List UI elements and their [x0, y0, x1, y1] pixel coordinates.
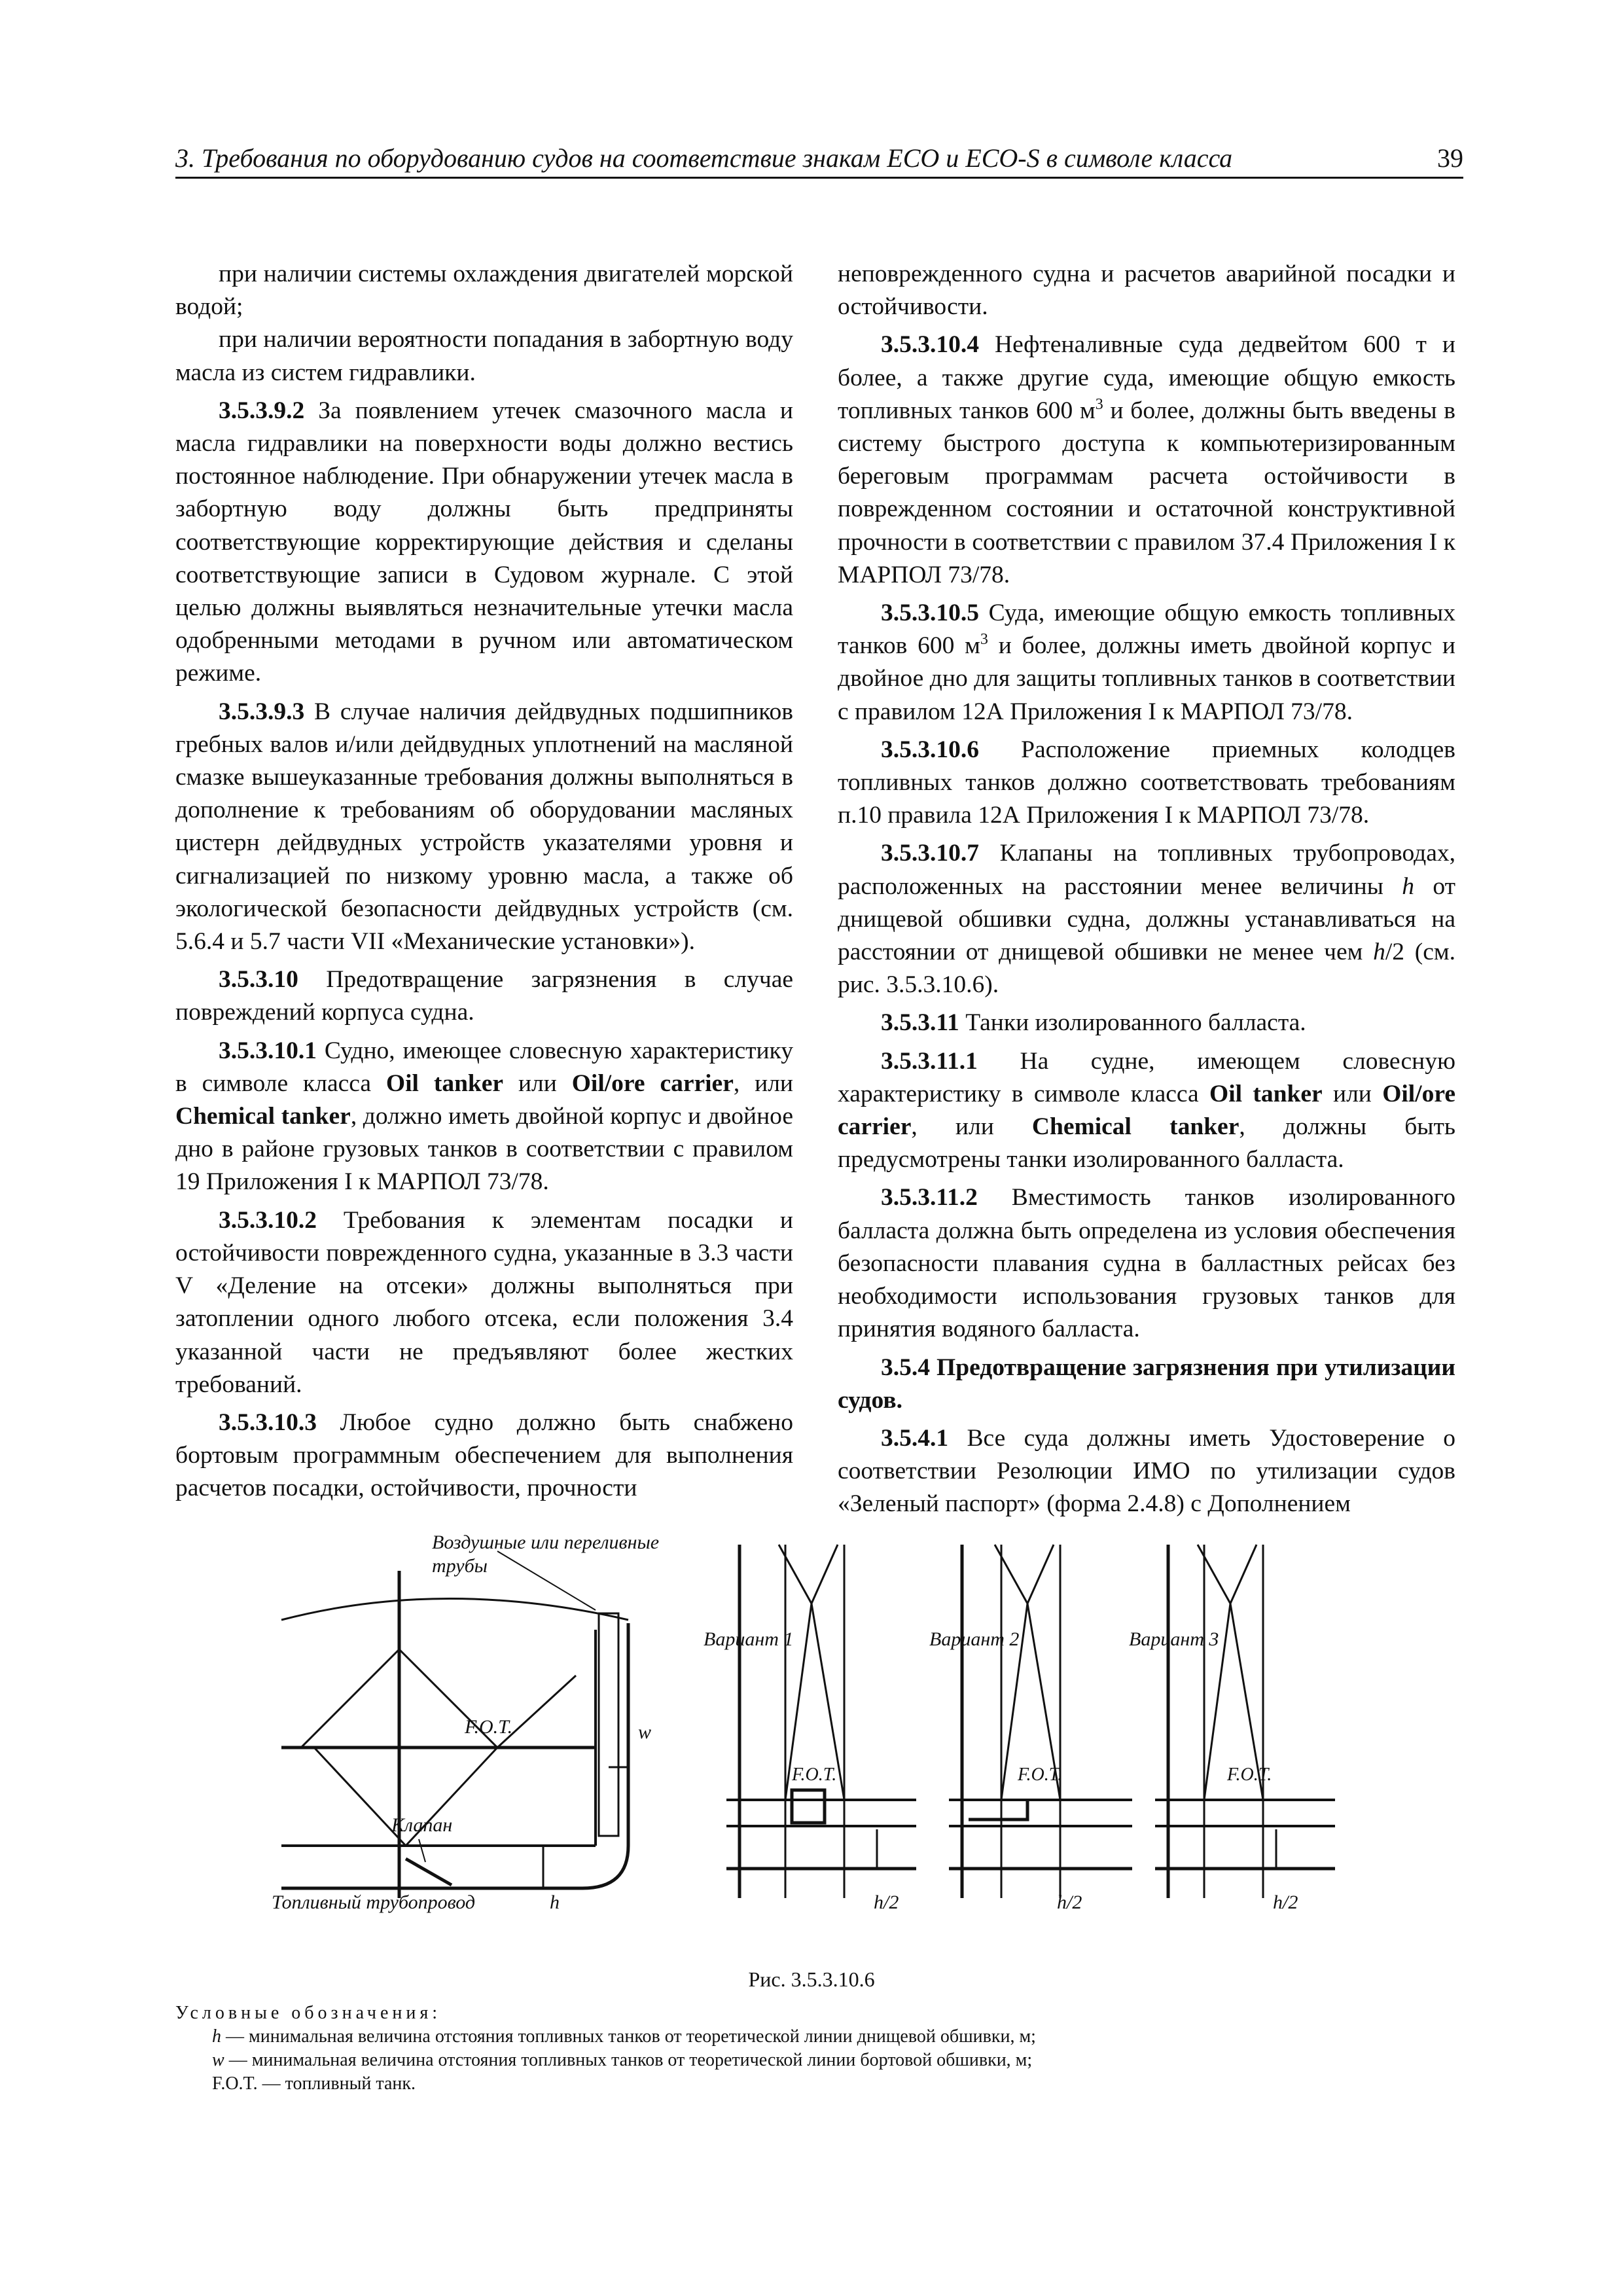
label-h2-v2: h/2 — [1057, 1892, 1082, 1913]
paragraph — [175, 1035, 793, 1199]
paragraph — [838, 1007, 1455, 1039]
label-fot-v3: F.O.T. — [1227, 1765, 1272, 1785]
class-notation: Oil tanker — [1209, 1080, 1323, 1107]
fuel-pipeline — [406, 1859, 452, 1885]
valve-leader — [419, 1839, 425, 1862]
paragraph — [838, 1422, 1455, 1521]
clause-number: 3.5.3.11 — [881, 1009, 959, 1037]
label-valve: Клапан — [391, 1814, 453, 1836]
paragraph-text: Нефтеналивные суда дедвейтом 600 т и более, а также другие суда, имеющие общую емкость топливных танков 600 м — [838, 331, 1455, 424]
class-notation: Oil/ore carrier — [571, 1069, 734, 1097]
label-h2-v1: h/2 — [874, 1892, 899, 1913]
right-column — [838, 258, 1455, 1521]
paragraph — [838, 1045, 1455, 1177]
clause-number: 3.5.3.10.1 — [219, 1037, 317, 1064]
class-notation: Chemical tanker — [175, 1103, 351, 1130]
symbol-h: h — [1373, 939, 1385, 966]
paragraph — [175, 963, 793, 1029]
paragraph: при наличии вероятности попадания в забортную воду масла из систем гидравлики. — [175, 326, 793, 386]
superscript: 3 — [980, 631, 988, 649]
paragraph: неповрежденного судна и расчетов аварийной посадки и остойчивости. — [838, 260, 1455, 321]
clause-number: 3.5.3.10.3 — [219, 1408, 317, 1436]
legend-row-h — [175, 2025, 1463, 2049]
symbol-w: w — [212, 2050, 224, 2070]
page-number: 39 — [1437, 143, 1463, 173]
frame-line — [301, 1649, 399, 1748]
paragraph — [175, 1407, 793, 1505]
paragraph — [838, 1181, 1455, 1346]
variant-2-diagram — [949, 1545, 1132, 1898]
header-rule — [175, 177, 1463, 179]
paragraph — [838, 597, 1455, 728]
clause-number: 3.5.3.9.3 — [219, 698, 305, 725]
label-h2-v3: h/2 — [1273, 1892, 1298, 1913]
paragraph-text: Расположение приемных колодцев топливных танков должно соответствовать требованиям п.10 правила 12А Приложения I к МАРПОЛ 73/78. — [838, 736, 1455, 829]
paragraph: при наличии системы охлаждения двигателей морской водой; — [175, 260, 793, 321]
variant-1-diagram — [726, 1545, 916, 1898]
paragraph-text: и более, должны быть введены в систему быстрого доступа к компьютеризированным береговым программам расчета остойчивости в поврежденном состоянии и остаточной конструктивной прочности в соответствии с правилом 37.4 Приложения I к МАРПОЛ 73/78. — [838, 397, 1455, 588]
paragraph-text: , или — [911, 1113, 1032, 1141]
paragraph-text: , должно иметь двойной корпус и двойное дно в районе грузовых танков в соответствии с правилом 19 Приложения I к МАРПОЛ 73/78. — [175, 1103, 793, 1196]
paragraph-text: На судне, имеющем словесную характеристику в символе класса — [838, 1047, 1455, 1107]
legend-row-fot: F.O.T. — топливный танк. — [212, 2073, 416, 2094]
paragraph — [175, 1204, 793, 1401]
label-variant-3: Вариант 3 — [1129, 1628, 1219, 1650]
paragraph-text: или — [503, 1069, 572, 1097]
paragraph-text: Любое судно должно быть снабжено бортовым программным обеспечением для выполнения расчетов посадки, остойчивости, прочности — [175, 1408, 793, 1502]
air-pipe — [599, 1613, 618, 1836]
legend-text: — минимальная величина отстояния топливных танков от теоретической линии бортовой обшивки, м; — [224, 2050, 1033, 2070]
section-heading — [838, 1352, 1455, 1417]
label-fot: F.O.T. — [465, 1716, 513, 1738]
paragraph-text: Судно, имеющее словесную характеристику в символе класса — [175, 1037, 793, 1097]
paragraph-text: Клапаны на топливных трубопроводах, расположенных на расстоянии менее величины — [838, 840, 1455, 900]
figure-caption: Рис. 3.5.3.10.6 — [748, 1967, 875, 1991]
clause-number: 3.5.3.10.4 — [881, 331, 979, 359]
figure-drawing — [0, 1532, 1623, 1964]
legend-row-w — [175, 2049, 1463, 2072]
paragraph-text: , должны быть предусмотрены танки изолированного балласта. — [838, 1113, 1455, 1174]
clause-number: 3.5.3.11.1 — [881, 1047, 978, 1075]
symbol-h: h — [1402, 872, 1415, 900]
paragraph-text: и более, должны иметь двойной корпус и двойное дно для защиты топливных танков в соответствии с правилом 12А Приложения I к МАРПОЛ 73/78. — [838, 632, 1455, 725]
clause-number: 3.5.3.9.2 — [219, 397, 305, 424]
paragraph-text: , или — [733, 1069, 793, 1097]
paragraph-text: Требования к элементам посадки и остойчивости поврежденного судна, указанные в 3.3 части V «Деление на отсеки» должны выполняться при затоплении одного любого отсека, если положения 3.4 указанной части не предъявляют более жестких требований. — [175, 1206, 793, 1398]
hull-section-diagram — [281, 1551, 628, 1898]
paragraph-text: Вместимость танков изолированного балласта должна быть определена из условия обеспечения безопасности плавания судна в балластных рейсах без необходимости использования грузовых танков для принятия водяного балласта. — [838, 1184, 1455, 1343]
label-variant-1: Вариант 1 — [704, 1628, 794, 1650]
paragraph-text: /2 (см. рис. 3.5.3.10.6). — [838, 939, 1455, 999]
label-h: h — [550, 1892, 560, 1913]
label-pipes-1: Воздушные или переливные — [432, 1532, 660, 1553]
legend-text: — минимальная величина отстояния топливных танков от теоретической линии днищевой обшивки, м; — [221, 2026, 1036, 2047]
left-column — [175, 258, 793, 1505]
label-pipeline: Топливный трубопровод — [272, 1892, 476, 1913]
paragraph-text: или — [1322, 1080, 1383, 1107]
class-notation: Chemical tanker — [1031, 1113, 1240, 1141]
paragraph — [838, 734, 1455, 833]
label-pipes-2: трубы — [432, 1555, 488, 1577]
label-variant-2: Вариант 2 — [929, 1628, 1020, 1650]
clause-number: 3.5.3.10.5 — [881, 600, 979, 627]
clause-number: 3.5.3.10.2 — [219, 1206, 317, 1234]
paragraph-text: Суда, имеющие общую емкость топливных танков 600 м — [838, 600, 1455, 660]
paragraph-text: В случае наличия дейдвудных подшипников гребных валов и/или дейдвудных уплотнений на масляной смазке вышеуказанные требования должны выполняться в дополнение к требованиям об оборудовании масляных цистерн дейдвудных устройств указателями уровня и сигнализацией по низкому уровню масла, а также об экологической безопасности дейдвудных устройств (см. 5.6.4 и 5.7 части VII «Механические установки»). — [175, 698, 793, 956]
paragraph — [838, 837, 1455, 1001]
paragraph-text: Все суда должны иметь Удостоверение о соответствии Резолюции ИМО по утилизации судов «Зеленый паспорт» (форма 2.4.8) с Дополнением — [838, 1424, 1455, 1518]
paragraph — [838, 329, 1455, 592]
legend-heading: Условные обозначения: — [175, 2003, 442, 2023]
deck-line — [281, 1599, 628, 1621]
side-shell — [582, 1623, 628, 1888]
symbol-h: h — [212, 2026, 221, 2047]
clause-number: 3.5.4.1 — [881, 1424, 949, 1452]
class-notation: Oil/ore carrier — [838, 1080, 1456, 1141]
label-fot-v2: F.O.T. — [1018, 1765, 1063, 1785]
paragraph-text: Танки изолированного балласта. — [959, 1009, 1306, 1037]
running-header-title: 3. Требования по оборудованию судов на соответствие знакам ECO и ECO-S в символе класса — [175, 143, 1233, 173]
paragraph — [175, 696, 793, 959]
superscript: 3 — [1095, 395, 1103, 413]
clause-number: 3.5.3.11.2 — [881, 1184, 978, 1211]
class-notation: Oil tanker — [385, 1069, 504, 1097]
paragraph-text: За появлением утечек смазочного масла и масла гидравлики на поверхности воды должно вестись постоянное наблюдение. При обнаружении утечек масла в забортную воду должны быть предприняты соответствующие корректирующие действия и сделаны соответствующие записи в Судовом журнале. С этой целью должны выявляться незначительные утечки масла одобренными методами в ручном или автоматическом режиме. — [175, 397, 793, 687]
figure-legend — [175, 2001, 1463, 2096]
section-heading-text: 3.5.4 Предотвращение загрязнения при утилизации судов. — [838, 1354, 1455, 1414]
variant-3-diagram — [1155, 1545, 1335, 1898]
figure-3-5-3-10-6 — [0, 1532, 1623, 1964]
clause-number: 3.5.3.10 — [219, 966, 298, 994]
label-w: w — [638, 1721, 652, 1743]
running-header — [175, 143, 1463, 179]
clause-number: 3.5.3.10.6 — [881, 736, 979, 763]
paragraph-text: от днищевой обшивки судна, должны устанавливаться на расстоянии от днищевой обшивки не менее чем — [838, 872, 1455, 966]
clause-number: 3.5.3.10.7 — [881, 840, 979, 867]
paragraph — [175, 395, 793, 691]
label-fot-v1: F.O.T. — [792, 1765, 837, 1785]
paragraph-text: Предотвращение загрязнения в случае повреждений корпуса судна. — [175, 966, 793, 1026]
